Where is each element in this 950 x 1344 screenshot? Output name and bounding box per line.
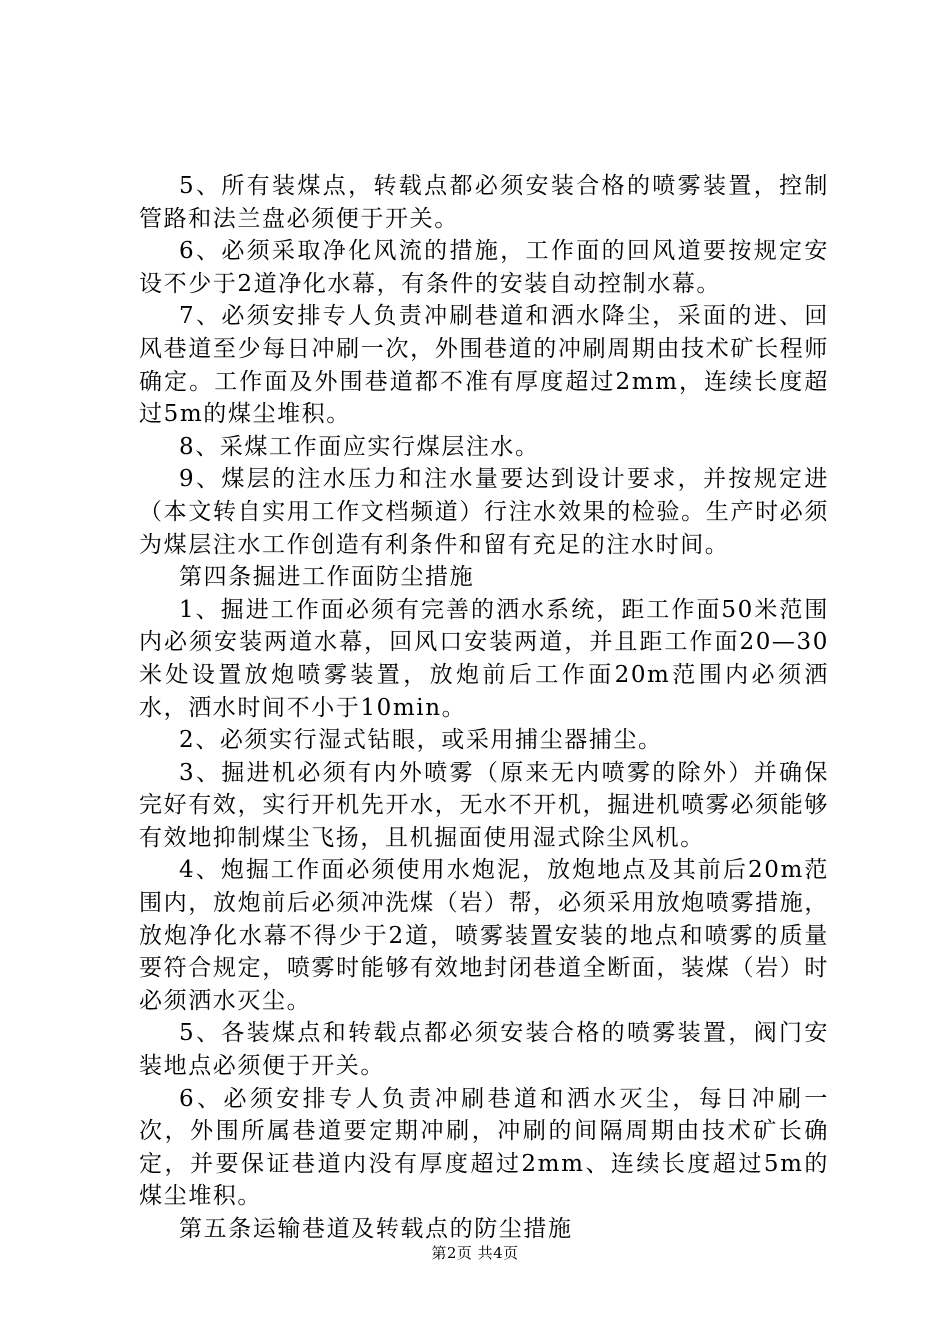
page-number-footer: 第2页 共4页 <box>431 1244 519 1262</box>
paragraph-item-8-seam-water-injection: 8、采煤工作面应实行煤层注水。 <box>179 433 540 460</box>
paragraph-item-9-injection-pressure: 9、煤层的注水压力和注水量要达到设计要求，并按规定进（本文转自实用工作文档频道）行注水效果的检验。生产时必须为煤层注水工作创造有利条件和留有充足的注水时间。 <box>139 466 829 558</box>
paragraph-item-7-roadway-flushing: 7、必须安排专人负责冲刷巷道和洒水降尘，采面的进、回风巷道至少每日冲刷一次，外围巷道的冲刷周期由技术矿长程师确定。工作面及外围巷道都不准有厚度超过2mm，连续长度超过5m的煤尘堆积。 <box>139 303 829 428</box>
paragraph-item-5-spray-devices: 5、所有装煤点，转载点都必须安装合格的喷雾装置，控制管路和法兰盘必须便于开关。 <box>139 173 829 232</box>
paragraph-heading-5-loading-points: 5、各装煤点和转载点都必须安装合格的喷雾装置，阀门安装地点必须便于开关。 <box>139 1020 829 1080</box>
document-body <box>139 170 829 1246</box>
section-heading-article-4: 第四条掘进工作面防尘措施 <box>179 564 475 591</box>
paragraph-heading-4-blasting-face: 4、炮掘工作面必须使用水炮泥，放炮地点及其前后20m范围内，放炮前后必须冲洗煤（岩）帮，必须采用放炮喷雾措施，放炮净化水幕不得少于2道，喷雾装置安装的地点和喷雾的质量要符合规定，喷雾时能够有效地封闭巷道全断面，装煤（岩）时必须洒水灭尘。 <box>139 857 829 1014</box>
paragraph-heading-6-flushing-duty: 6、必须安排专人负责冲刷巷道和洒水灭尘，每日冲刷一次，外围所属巷道要定期冲刷，冲刷的间隔周期由技术矿长确定，并要保证巷道内没有厚度超过2mm、连续长度超过5m的煤尘堆积。 <box>139 1085 829 1210</box>
paragraph-heading-3-roadheader-spray: 3、掘进机必须有内外喷雾（原来无内喷雾的除外）并确保完好有效，实行开机先开水，无水不开机，掘进机喷雾必须能够有效地抑制煤尘飞扬，且机掘面使用湿式除尘风机。 <box>139 759 829 851</box>
paragraph-item-6-air-purification: 6、必须采取净化风流的措施，工作面的回风道要按规定安设不少于2道净化水幕，有条件的安装自动控制水幕。 <box>139 238 829 297</box>
paragraph-heading-2-wet-drilling: 2、必须实行湿式钻眼，或采用捕尘器捕尘。 <box>179 727 663 754</box>
section-heading-article-5: 第五条运输巷道及转载点的防尘措施 <box>179 1216 573 1242</box>
paragraph-heading-1-sprinkler-system: 1、掘进工作面必须有完善的洒水系统，距工作面50米范围内必须安装两道水幕，回风口安装两道，并且距工作面20—30米处设置放炮喷雾装置，放炮前后工作面20m范围内必须洒水，洒水时间不小于10min。 <box>139 596 829 721</box>
